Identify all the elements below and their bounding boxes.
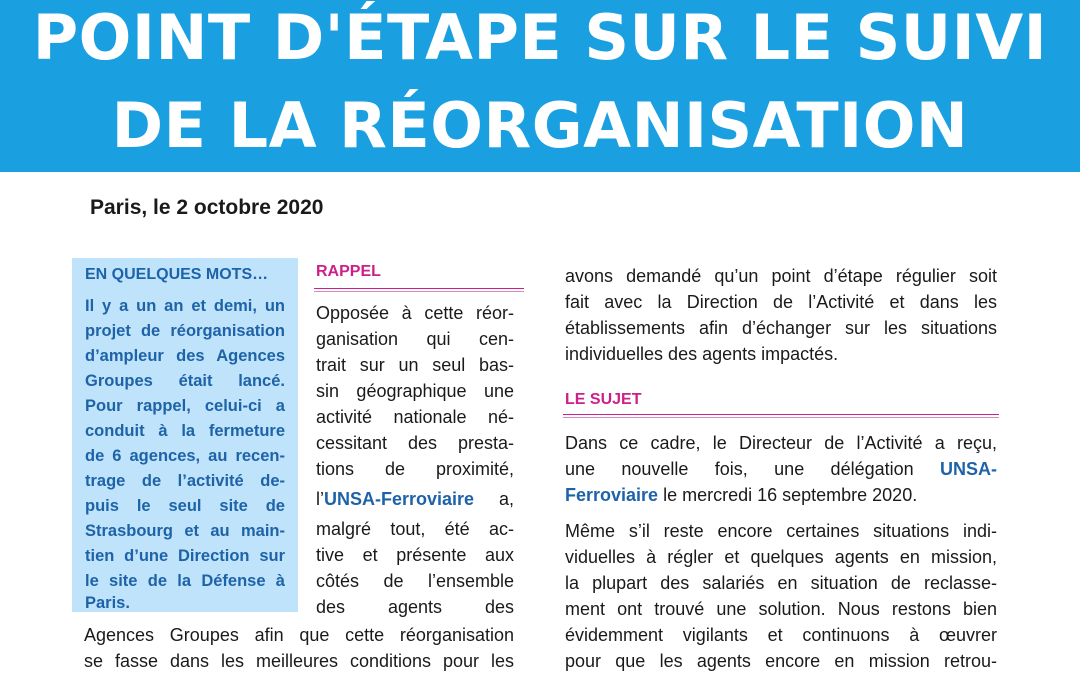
title-line-1: POINT D'ÉTAPE SUR LE SUIVI <box>32 1 1048 74</box>
text-fragment: a, <box>474 489 514 509</box>
rappel-unsa-line <box>316 486 514 512</box>
rappel-line: ganisation qui cen- <box>316 329 514 349</box>
sujet-rule-thin <box>563 417 999 418</box>
rappel-line: Opposée à cette réor- <box>316 303 514 323</box>
sujet-p2-line: pour que les agents encore en mission retrou- <box>565 651 997 671</box>
text-fragment: le mercredi 16 septembre 2020. <box>658 485 918 505</box>
sujet-p2-line: évidemment vigilants et continuons à œuvrer <box>565 625 997 645</box>
sujet-p2-line: viduelles à régler et quelques agents en mission, <box>565 547 997 567</box>
sujet-line: Dans ce cadre, le Directeur de l’Activité a reçu, <box>565 433 997 453</box>
text-fragment: une nouvelle fois, une délégation <box>565 459 940 479</box>
summary-line: Il y a un an et demi, un <box>85 297 285 315</box>
unsa-ferroviaire-name-part1: UNSA- <box>940 459 997 479</box>
sujet-p2-line: ment ont trouvé une solution. Nous restons bien <box>565 599 997 619</box>
rappel-line: malgré tout, été ac- <box>316 519 514 539</box>
summary-line: le site de la Défense à <box>85 572 285 590</box>
sujet-p2-line: Même s’il reste encore certaines situations indi- <box>565 521 997 541</box>
rappel-wide-line: Agences Groupes afin que cette réorganisation <box>84 625 514 645</box>
rappel-heading: RAPPEL <box>316 263 381 280</box>
summary-line: Pour rappel, celui-ci a <box>85 397 285 415</box>
intro-line: avons demandé qu’un point d’étape régulier soit <box>565 266 997 286</box>
summary-line: tien d’une Direction sur <box>85 547 285 565</box>
summary-line: trage de l’activité de- <box>85 472 285 490</box>
summary-line: conduit à la fermeture <box>85 422 285 440</box>
summary-line: puis le seul site de <box>85 497 285 515</box>
title-line-2: DE LA RÉORGANISATION <box>111 89 969 162</box>
summary-line: Groupes était lancé. <box>85 372 285 390</box>
intro-line: fait avec la Direction de l’Activité et dans les <box>565 292 997 312</box>
sujet-line <box>565 456 997 482</box>
summary-line: Paris. <box>85 594 130 612</box>
summary-box-title: EN QUELQUES MOTS… <box>85 266 269 283</box>
document-date: Paris, le 2 octobre 2020 <box>90 196 324 219</box>
rappel-line: cessitant des presta- <box>316 433 514 453</box>
summary-box <box>72 258 298 612</box>
rappel-line: trait sur un seul bas- <box>316 355 514 375</box>
summary-line: d’ampleur des Agences <box>85 347 285 365</box>
rappel-line: des agents des <box>316 597 514 617</box>
intro-line: établissements afin d’échanger sur les situations <box>565 318 997 338</box>
rappel-rule-thin <box>314 291 524 292</box>
summary-line: de 6 agences, au recen- <box>85 447 285 465</box>
sujet-p2-line: la plupart des salariés en situation de reclasse- <box>565 573 997 593</box>
intro-line: individuelles des agents impactés. <box>565 344 839 364</box>
rappel-line: tions de proximité, <box>316 459 514 479</box>
rappel-line: côtés de l’ensemble <box>316 571 514 591</box>
summary-line: Strasbourg et au main- <box>85 522 285 540</box>
unsa-ferroviaire-name-part2: Ferroviaire <box>565 485 659 505</box>
rappel-rule <box>314 288 524 289</box>
rappel-line: activité nationale né- <box>316 407 514 427</box>
sujet-rule <box>563 414 999 415</box>
sujet-line <box>565 482 997 508</box>
text-fragment: l’ <box>316 489 324 509</box>
title-banner <box>0 0 1080 172</box>
summary-line: projet de réorganisation <box>85 322 285 340</box>
unsa-ferroviaire-name: UNSA-Ferroviaire <box>324 489 475 509</box>
rappel-wide-line: se fasse dans les meilleures conditions pour les <box>84 651 514 671</box>
sujet-heading: LE SUJET <box>565 391 642 408</box>
rappel-line: tive et présente aux <box>316 545 514 565</box>
rappel-line: sin géographique une <box>316 381 514 401</box>
